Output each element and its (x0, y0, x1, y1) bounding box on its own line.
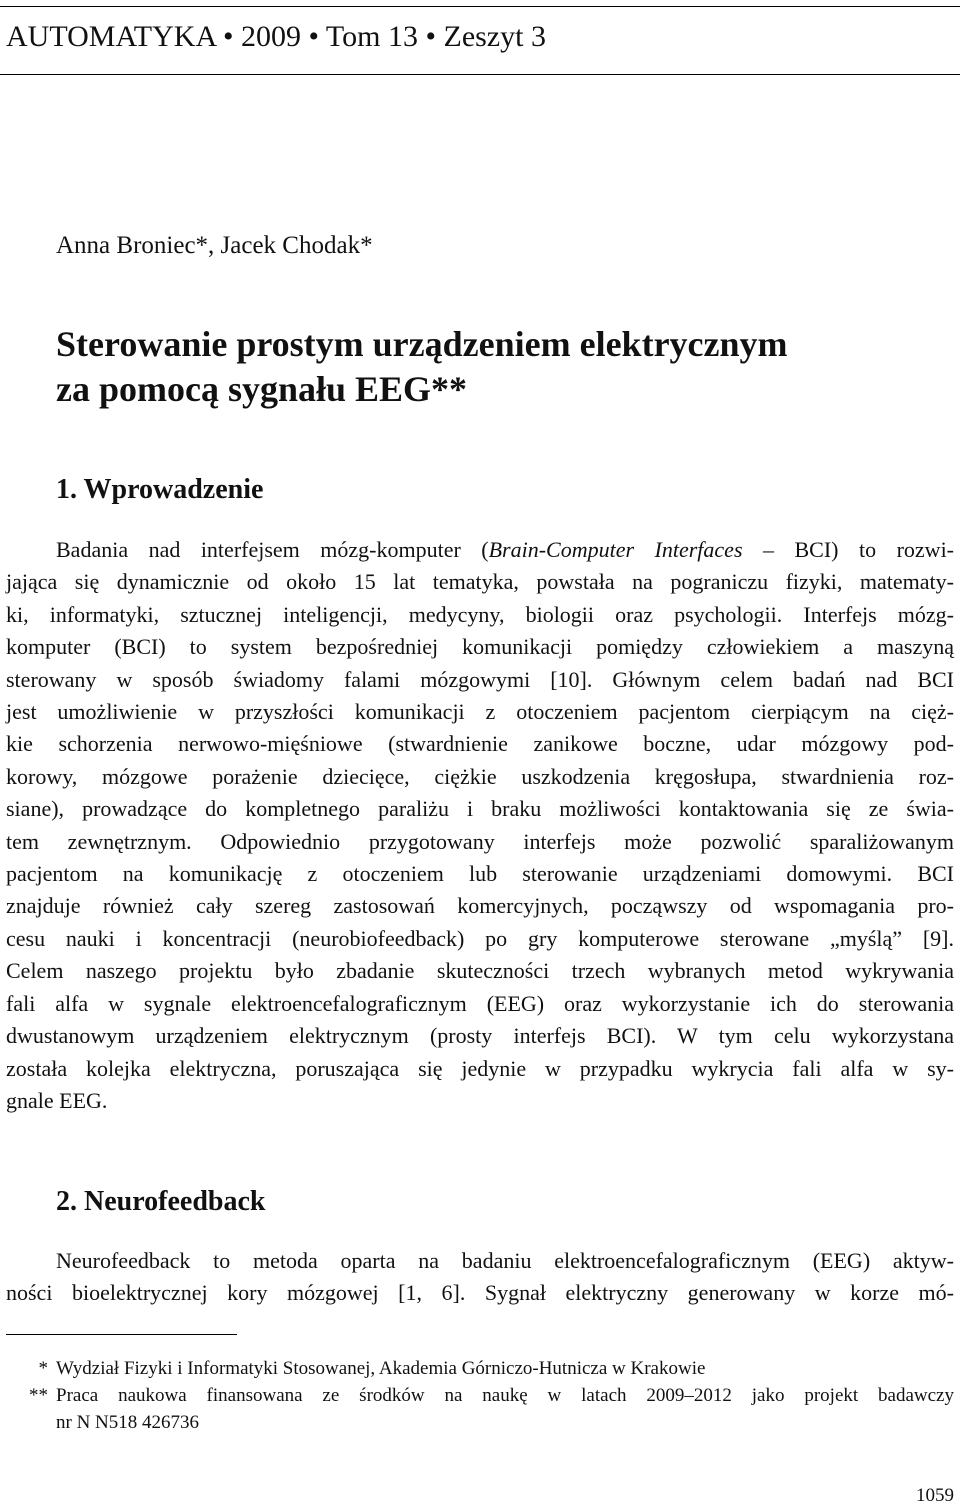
paragraph-line: siane), prowadzące do kompletnego paraliżu i braku możliwości kontaktowania się ze świa- (6, 796, 954, 822)
paragraph-line: pacjentom na komunikację z otoczeniem lub sterowanie urządzeniami domowymi. BCI (6, 861, 954, 887)
paragraph-line: Neurofeedback to metoda oparta na badaniu elektroencefalograficznym (EEG) aktyw- (56, 1248, 954, 1273)
title-line-1: Sterowanie prostym urządzeniem elektrycznym (56, 324, 788, 364)
section-1-body (6, 534, 954, 1117)
paragraph-line: Celem naszego projektu było zbadanie skuteczności trzech wybranych metod wykrywania (6, 958, 954, 984)
paragraph-line: cesu nauki i koncentracji (neurobiofeedback) po gry komputerowe sterowane „myślą” [9]. (6, 925, 954, 951)
paragraph-line: komputer (BCI) to system bezpośredniej komunikacji pomiędzy człowiekiem a maszyną (6, 634, 954, 660)
paragraph-line: znajduje również cały szereg zastosowań komercyjnych, począwszy od wspomagania pro- (6, 893, 954, 919)
authors: Anna Broniec*, Jacek Chodak* (56, 232, 373, 259)
paragraph-line: dwustanowym urządzeniem elektrycznym (prosty interfejs BCI). W tym celu wykorzystana (6, 1023, 954, 1049)
paragraph-line: jająca się dynamicznie od około 15 lat tematyka, powstała na pograniczu fizyki, matematy- (6, 569, 954, 595)
paragraph-line: ki, informatyki, sztucznej inteligencji, medycyny, biologii oraz psychologii. Interfejs mózg- (6, 601, 954, 627)
journal-header: AUTOMATYKA • 2009 • Tom 13 • Zeszyt 3 (6, 20, 546, 53)
paragraph-line: ności bioelektrycznej kory mózgowej [1, 6]. Sygnał elektryczny generowany w korze mó- (6, 1280, 954, 1306)
italic-term: Brain-Computer Interfaces (488, 537, 743, 562)
paper-title (56, 322, 788, 412)
footnote-1 (0, 1355, 960, 1382)
page-number: 1059 (916, 1485, 954, 1506)
top-rule (0, 6, 960, 7)
footnote-2 (0, 1382, 960, 1409)
paragraph-line: korowy, mózgowe porażenie dziecięce, ciężkie uszkodzenia kręgosłupa, stwardnienia roz- (6, 763, 954, 789)
paragraph-line: jest umożliwienie w przyszłości komunikacji z otoczeniem pacjentom cierpiącym na cięż- (6, 699, 954, 725)
footnote-rule (6, 1334, 237, 1335)
title-line-2: za pomocą sygnału EEG** (56, 369, 468, 409)
paragraph-line: kie schorzenia nerwowo-mięśniowe (stwardnienie zanikowe boczne, udar mózgowy pod- (6, 731, 954, 757)
footnote-mark: * (38, 1358, 48, 1379)
paragraph-line: gnale EEG. (6, 1087, 108, 1113)
paragraph-line: fali alfa w sygnale elektroencefalograficznym (EEG) oraz wykorzystanie ich do sterowania (6, 990, 954, 1016)
paragraph-line: tem zewnętrznym. Odpowiednio przygotowany interfejs może pozwolić sparaliżowanym (6, 828, 954, 854)
paragraph-line: została kolejka elektryczna, poruszająca się jedynie w przypadku wykrycia fali alfa w sy- (6, 1055, 954, 1081)
footnote-text: Praca naukowa finansowana ze środków na naukę w latach 2009–2012 jako projekt badawczy (56, 1385, 954, 1406)
paragraph-line: Badania nad interfejsem mózg-komputer (Brain-Computer Interfaces – BCI) to rozwi- (56, 537, 955, 562)
section-2-body (6, 1245, 954, 1310)
footnote-2-continued (0, 1409, 960, 1436)
section-2-heading: 2. Neurofeedback (56, 1186, 266, 1217)
footnote-text: Wydział Fizyki i Informatyki Stosowanej, Akademia Górniczo-Hutnicza w Krakowie (56, 1358, 706, 1379)
header-rule (0, 74, 960, 75)
footnote-mark: ** (29, 1385, 48, 1406)
footnotes (0, 1355, 960, 1436)
footnote-text: nr N N518 426736 (56, 1412, 200, 1433)
paragraph-line: sterowany w sposób świadomy falami mózgowymi [10]. Głównym celem badań nad BCI (6, 666, 954, 692)
section-1-heading: 1. Wprowadzenie (56, 474, 264, 505)
